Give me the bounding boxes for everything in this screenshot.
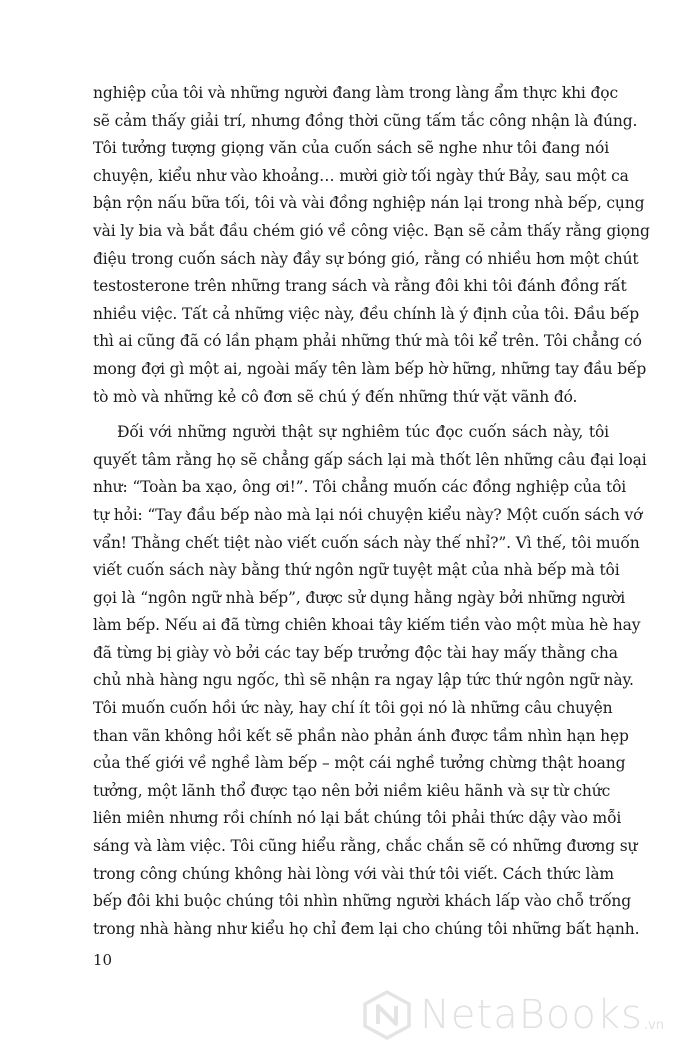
text-line: nhiều việc. Tất cả những việc này, đều chính là ý định của tôi. Đầu bếp bbox=[93, 304, 639, 323]
text-line: bếp đôi khi buộc chúng tôi nhìn những người khách lấp vào chỗ trống bbox=[93, 892, 632, 911]
text-line: nghiệp của tôi và những người đang làm trong làng ẩm thực khi đọc bbox=[93, 84, 618, 102]
text-line: sẽ cảm thấy giải trí, nhưng đồng thời cũng tấm tắc công nhận là đúng. bbox=[93, 111, 638, 130]
text-line: quyết tâm rằng họ sẽ chẳng gấp sách lại mà thốt lên những câu đại loại bbox=[93, 450, 647, 469]
netabooks-logo-icon bbox=[362, 990, 412, 1040]
text-line: Tôi muốn cuốn hồi ức này, hay chí ít tôi gọi nó là những câu chuyện bbox=[93, 699, 613, 718]
paragraph-2 bbox=[93, 419, 647, 943]
text-line: mong đợi gì một ai, ngoài mấy tên làm bếp hờ hững, những tay đầu bếp bbox=[93, 359, 647, 378]
text-line: gọi là “ngôn ngữ nhà bếp”, được sử dụng hằng ngày bởi những người bbox=[93, 588, 626, 607]
page-number: 10 bbox=[93, 951, 113, 969]
text-line: vài ly bia và bắt đầu chém gió về công việc. Bạn sẽ cảm thấy rằng giọng bbox=[93, 221, 650, 240]
text-line: đã từng bị giày vò bởi các tay bếp trưởng độc tài hay mấy thằng cha bbox=[93, 643, 618, 662]
watermark-brand: NetaBooks bbox=[420, 992, 643, 1038]
watermark bbox=[362, 985, 664, 1045]
text-line: trong nhà hàng như kiểu họ chỉ đem lại cho chúng tôi những bất hạnh. bbox=[93, 919, 640, 938]
text-line: làm bếp. Nếu ai đã từng chiên khoai tây kiếm tiền vào một mùa hè hay bbox=[93, 616, 641, 635]
text-line: chủ nhà hàng ngu ngốc, thì sẽ nhận ra ngay lập tức thứ ngôn ngữ này. bbox=[93, 671, 634, 690]
text-line: như: “Toàn ba xạo, ông ơi!”. Tôi chẳng muốn các đồng nghiệp của tôi bbox=[93, 478, 627, 497]
text-line: viết cuốn sách này bằng thứ ngôn ngữ tuyệt mật của nhà bếp mà tôi bbox=[93, 561, 620, 580]
paragraph-1 bbox=[93, 80, 650, 411]
text-line: của thế giới về nghề làm bếp – một cái nghề tưởng chừng thật hoang bbox=[93, 754, 626, 773]
text-line: testosterone trên những trang sách và rằng đôi khi tôi đánh đồng rất bbox=[93, 277, 627, 296]
text-line: tự hỏi: “Tay đầu bếp nào mà lại nói chuyện kiểu này? Một cuốn sách vớ bbox=[93, 505, 643, 524]
text-line: sáng và làm việc. Tôi cũng hiểu rằng, chắc chắn sẽ có những đương sự bbox=[93, 837, 638, 856]
text-line: Đối với những người thật sự nghiêm túc đọc cuốn sách này, tôi bbox=[117, 423, 609, 442]
text-line: trong công chúng không hài lòng với vài thứ tôi viết. Cách thức làm bbox=[93, 864, 614, 883]
text-line: chuyện, kiểu như vào khoảng… mười giờ tối ngày thứ Bảy, sau một ca bbox=[93, 166, 629, 185]
text-line: điệu trong cuốn sách này đầy sự bóng gió, rằng có nhiều hơn một chút bbox=[93, 249, 639, 268]
text-line: bận rộn nấu bữa tối, tôi và vài đồng nghiệp nán lại trong nhà bếp, cụng bbox=[93, 194, 645, 213]
paragraph-gap bbox=[93, 411, 609, 419]
text-line: vẩn! Thằng chết tiệt nào viết cuốn sách này thế nhỉ?”. Vì thế, tôi muốn bbox=[93, 533, 640, 552]
text-line: tò mò và những kẻ cô đơn sẽ chú ý đến những thứ vặt vãnh đó. bbox=[93, 387, 578, 406]
text-line: tưởng, một lãnh thổ được tạo nên bởi niềm kiêu hãnh và sự từ chức bbox=[93, 781, 611, 800]
watermark-suffix: .vn bbox=[643, 1018, 664, 1033]
text-line: liên miên nhưng rồi chính nó lại bắt chúng tôi phải thức dậy vào mỗi bbox=[93, 809, 622, 828]
text-line: than vãn không hồi kết sẽ phần nào phản ánh được tầm nhìn hạn hẹp bbox=[93, 726, 629, 745]
text-line: thì ai cũng đã có lần phạm phải những thứ mà tôi kể trên. Tôi chẳng có bbox=[93, 332, 642, 351]
body-text bbox=[93, 80, 650, 943]
text-line: Tôi tưởng tượng giọng văn của cuốn sách sẽ nghe như tôi đang nói bbox=[93, 139, 609, 158]
